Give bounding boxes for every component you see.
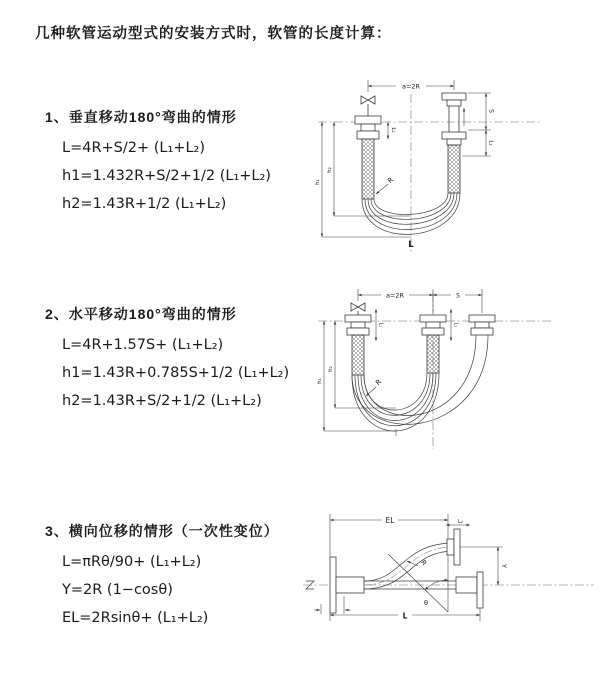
- dim-label-span: a=2R: [401, 82, 421, 91]
- formula-line: h1=1.43R+0.785S+1/2 (L₁+L₂): [62, 365, 290, 381]
- left-flange: [330, 557, 364, 613]
- right-pipe: [442, 93, 466, 145]
- upper-flange: [447, 529, 460, 565]
- dim-label-h2: h₂: [328, 366, 334, 372]
- formula-line: L=4R+S/2+ (L₁+L₂): [62, 140, 205, 156]
- hose-moved-position: [352, 335, 488, 424]
- diagram-horizontal-bend: [312, 281, 597, 456]
- valve-icon: [351, 303, 365, 315]
- braided-hose-left: [352, 335, 364, 375]
- section-1-formulas: [45, 134, 271, 218]
- dimension-lines: [314, 514, 503, 621]
- braided-hose-right: [448, 145, 460, 193]
- dim-label-r: R: [386, 175, 396, 186]
- right-flange: [469, 315, 495, 335]
- formula-line: EL=2Rsinθ+ (L₁+L₂): [62, 610, 209, 626]
- section-2-formulas: [45, 331, 289, 415]
- dim-label-l1: L₁: [390, 127, 396, 133]
- dim-label-s: S: [487, 109, 495, 113]
- section-3-heading: 3、横向位移的情形（一次性变位）: [45, 523, 279, 539]
- left-flange: [345, 315, 371, 335]
- centerlines: [318, 94, 540, 252]
- dim-label-el: EL: [385, 516, 395, 525]
- formula-line: Y=2R (1−cosθ): [62, 582, 173, 598]
- lower-right-flange: [456, 572, 483, 608]
- dim-label-l2: L₂: [452, 322, 458, 328]
- dim-label-h1: h₁: [315, 179, 321, 185]
- formula-line: h2=1.43R+S/2+1/2 (L₁+L₂): [62, 393, 262, 409]
- dim-label-l1: L₁: [377, 322, 383, 328]
- dim-label-l2: L₂: [487, 140, 494, 146]
- middle-flange: [420, 315, 446, 335]
- hose-s-curve: [364, 543, 454, 589]
- formula-line: L=πRθ/90+ (L₁+L₂): [62, 554, 202, 570]
- valve-icon: [361, 96, 375, 116]
- formula-line: h1=1.432R+S/2+1/2 (L₁+L₂): [62, 168, 271, 184]
- diagram-vertical-bend: [312, 70, 547, 260]
- dim-label-l2: L₂: [458, 519, 463, 525]
- dim-label-l: L: [402, 611, 408, 621]
- section-vertical-movement: [45, 107, 271, 218]
- dim-label-h2: h₂: [327, 167, 333, 173]
- formula-line: L=4R+1.57S+ (L₁+L₂): [62, 337, 224, 353]
- braided-hose-left: [362, 139, 374, 199]
- dim-label-s: S: [456, 292, 460, 300]
- section-1-heading: 1、垂直移动180°弯曲的情形: [45, 109, 237, 125]
- section-3-formulas: [45, 548, 279, 632]
- dim-label-l: L: [408, 240, 414, 250]
- dimension-lines: [322, 80, 491, 237]
- diagram-lateral-displacement: [298, 502, 598, 652]
- page-title: 几种软管运动型式的安装方式时，软管的长度计算：: [35, 26, 392, 42]
- dim-label-theta: θ: [424, 599, 428, 607]
- braided-hose-middle: [427, 335, 439, 373]
- dim-label-r: R: [419, 558, 429, 568]
- dim-label-h1: h₁: [317, 378, 323, 384]
- dim-label-r: R: [374, 377, 384, 388]
- section-lateral-displacement: [45, 521, 279, 632]
- section-horizontal-movement: [45, 304, 289, 415]
- left-flange: [355, 116, 381, 139]
- section-2-heading: 2、水平移动180°弯曲的情形: [45, 306, 237, 322]
- dim-label-y: Y: [500, 564, 508, 568]
- dim-label-span: a=2R: [385, 291, 405, 300]
- formula-line: h2=1.43R+1/2 (L₁+L₂): [62, 196, 227, 212]
